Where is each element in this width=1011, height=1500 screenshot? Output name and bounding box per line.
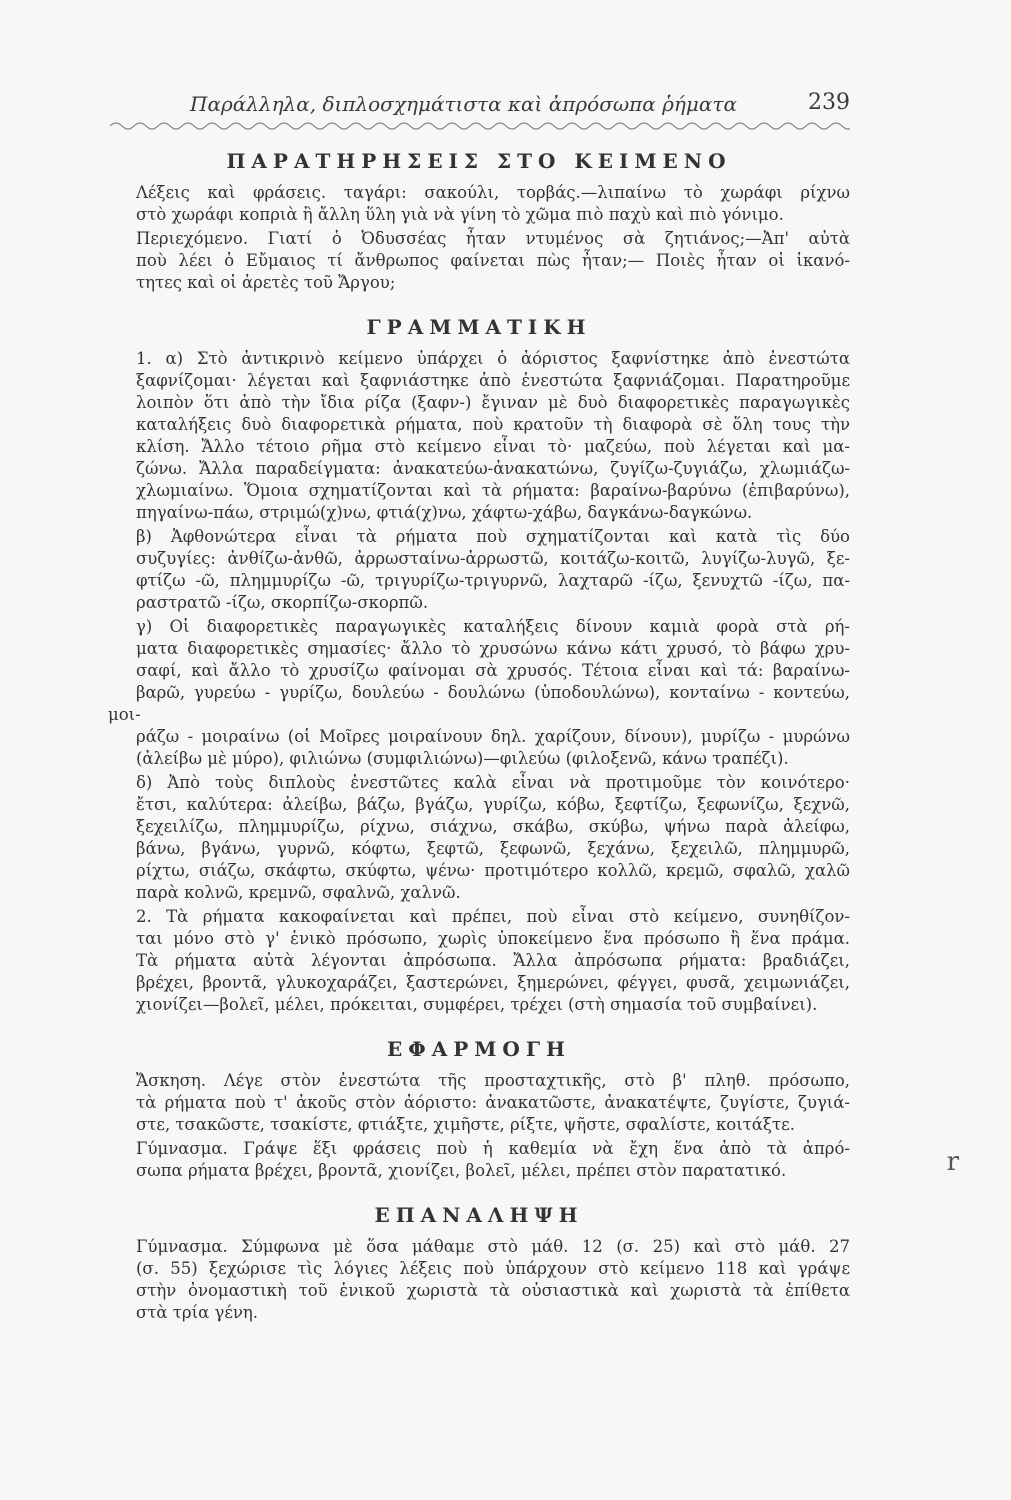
text-line: παρὰ κολνῶ, κρεμνῶ, σφαλνῶ, χαλνῶ.	[136, 883, 461, 902]
text-line: στὴν ὀνομαστικὴ τοῦ ἑνικοῦ χωριστὰ τὰ οὐσιαστικὰ καὶ χωριστὰ τὰ ἐπίθετα	[136, 1281, 850, 1300]
text-line: βαρῶ, γυρεύω - γυρίζω, δουλεύω - δουλώνω (ὑποδουλώνω), κονταίνω - κοντεύω, μοι-	[108, 683, 850, 724]
text-line: τητες καὶ οἱ ἀρετὲς τοῦ Ἄργου;	[136, 273, 396, 292]
text-line: ξαφνίζομαι· λέγεται καὶ ξαφνιάστηκε ἀπὸ ἐνεστώτα ξαφνιάζομαι. Παρατηροῦμε	[136, 371, 850, 390]
text-line: ρίχτω, σιάζω, σκάφτω, σκύφτω, ψένω· προτιμότερο κολλῶ, κρεμῶ, σφαλῶ, χαλῶ	[136, 861, 850, 880]
text-line: Περιεχόμενο. Γιατί ὁ Ὀδυσσέας ἦταν ντυμένος σὰ ζητιάνος;—Ἀπ' αὐτὰ	[136, 229, 850, 248]
section-observations	[108, 150, 850, 294]
text-line: στὰ τρία γένη.	[136, 1303, 259, 1322]
paragraph	[108, 1138, 850, 1182]
text-line: βάνω, βγάνω, γυρνῶ, κόφτω, ξεφτῶ, ξεφωνῶ, ξεχάνω, ξεχειλῶ, πλημμυρῶ,	[136, 839, 850, 858]
text-line: πηγαίνω-πάω, στριμώ(χ)νω, φτιά(χ)νω, χάφτω-χάβω, δαγκάνω-δαγκώνω.	[136, 503, 753, 522]
section-grammar	[108, 316, 850, 1016]
text-line: χιονίζει—βολεῖ, μέλει, πρόκειται, συμφέρει, τρέχει (στὴ σημασία τοῦ συμβαίνει).	[136, 995, 818, 1014]
text-line: β) Ἀφθονώτερα εἶναι τὰ ρήματα ποὺ σχηματίζονται καὶ κατὰ τὶς δύο	[136, 527, 850, 546]
text-line: σωπα ρήματα βρέχει, βροντᾶ, χιονίζει, βολεῖ, μέλει, πρέπει στὸν παρατατικό.	[136, 1161, 787, 1180]
text-line: ματα διαφορετικὲς σημασίες· ἄλλο τὸ χρυσώνω κάνω κάτι χρυσό, τὸ βάφω χρυ-	[136, 639, 850, 658]
text-line: βρέχει, βροντᾶ, γλυκοχαράζει, ξαστερώνει, ξημερώνει, φέγγει, φυσᾶ, χειμωνιάζει,	[136, 973, 850, 992]
paragraph	[108, 772, 850, 904]
text-line: φτίζω -ῶ, πλημμυρίζω -ῶ, τριγυρίζω-τριγυρνῶ, λαχταρῶ -ίζω, ξενυχτῶ -ίζω, πα-	[136, 571, 850, 590]
text-line: ράζω - μοιραίνω (οἱ Μοῖρες μοιραίνουν δηλ. χαρίζουν, δίνουν), μυρίζω - μυρώνω	[136, 727, 850, 746]
text-line: χλωμιαίνω. Ὅμοια σχηματίζονται καὶ τὰ ρήματα: βαραίνω-βαρύνω (ἐπιβαρύνω),	[136, 481, 850, 500]
text-line: 1. α) Στὸ ἀντικρινὸ κείμενο ὑπάρχει ὁ ἀόριστος ξαφνίστηκε ἀπὸ ἐνεστώτα	[136, 349, 850, 368]
text-line: τὰ ρήματα ποὺ τ' ἀκοῦς στὸν ἀόριστο: ἀνακατῶστε, ἀνακατέψτε, ζυγίστε, ζυγιά-	[136, 1093, 850, 1112]
paragraph	[108, 228, 850, 294]
text-line: ποὺ λέει ὁ Εὔμαιος τί ἄνθρωπος φαίνεται πὼς ἦταν;— Ποιὲς ἦταν οἱ ἱκανό-	[136, 251, 850, 270]
section-heading: ΕΠΑΝΑΛΗΨΗ	[374, 1203, 584, 1227]
paragraph	[108, 906, 850, 1016]
text-line: Γύμνασμα. Σύμφωνα μὲ ὅσα μάθαμε στὸ μάθ. 12 (σ. 25) καὶ στὸ μάθ. 27	[136, 1237, 850, 1256]
page-number: 239	[808, 90, 850, 115]
margin-mark: r	[946, 1147, 959, 1177]
section-heading: ΓΡΑΜΜΑΤΙΚΗ	[366, 315, 592, 339]
paragraph	[108, 526, 850, 614]
page-header	[110, 92, 850, 132]
text-line: Τὰ ρήματα αὐτὰ λέγονται ἀπρόσωπα. Ἄλλα ἀπρόσωπα ρήματα: βραδιάζει,	[136, 951, 850, 970]
section-heading: ΕΦΑΡΜΟΓΗ	[387, 1037, 571, 1061]
paragraph	[108, 1236, 850, 1324]
text-line: Γύμνασμα. Γράψε ἕξι φράσεις ποὺ ἡ καθεμία νὰ ἔχη ἕνα ἀπὸ τὰ ἀπρό-	[136, 1139, 850, 1158]
paragraph	[108, 1070, 850, 1136]
text-line: δ) Ἀπὸ τοὺς διπλοὺς ἐνεστῶτες καλὰ εἶναι νὰ προτιμοῦμε τὸν κοινότερο·	[136, 773, 850, 792]
text-line: ζώνω. Ἄλλα παραδείγματα: ἀνακατεύω-ἀνακατώνω, ζυγίζω-ζυγιάζω, χλωμιάζω-	[136, 459, 850, 478]
paragraph	[108, 182, 850, 226]
text-line: καταλήξεις δυὸ διαφορετικὰ ρήματα, ποὺ κρατοῦν τὴ διαφορὰ σὲ ὅλη τους τὴν	[136, 415, 850, 434]
text-line: συζυγίες: ἀνθίζω-ἀνθῶ, ἀρρωσταίνω-ἀρρωστῶ, κοιτάζω-κοιτῶ, λυγίζω-λυγῶ, ξε-	[136, 549, 850, 568]
text-line: γ) Οἱ διαφορετικὲς παραγωγικὲς καταλήξεις δίνουν καμιὰ φορὰ στὰ ρή-	[136, 617, 850, 636]
section-heading: ΠΑΡΑΤΗΡΗΣΕΙΣ ΣΤΟ ΚΕΙΜΕΝΟ	[226, 149, 732, 173]
section-application	[108, 1038, 850, 1182]
text-line: (σ. 55) ξεχώρισε τὶς λόγιες λέξεις ποὺ ὑπάρχουν στὸ κείμενο 118 καὶ γράψε	[136, 1259, 850, 1278]
running-title: Παράλληλα, διπλοσχημάτιστα καὶ ἀπρόσωπα ῥήματα	[190, 92, 737, 116]
text-line: λοιπὸν ὅτι ἀπὸ τὴν ἴδια ρίζα (ξαφν-) ἔγιναν μὲ δυὸ διαφορετικὲς παραγωγικὲς	[136, 393, 850, 412]
paragraph	[108, 616, 850, 770]
text-line: ἔτσι, καλύτερα: ἀλείβω, βάζω, βγάζω, γυρίζω, κόβω, ξεφτίζω, ξεφωνίζω, ξεχνῶ,	[136, 795, 850, 814]
text-line: ραστρατῶ -ίζω, σκορπίζω-σκορπῶ.	[136, 593, 429, 612]
text-line: στὸ χωράφι κοπριὰ ἢ ἄλλη ὕλη γιὰ νὰ γίνη τὸ χῶμα πιὸ παχὺ καὶ πιὸ γόνιμο.	[136, 205, 784, 224]
text-line: Ἄσκηση. Λέγε στὸν ἐνεστώτα τῆς προσταχτικῆς, στὸ β' πληθ. πρόσωπο,	[136, 1071, 850, 1090]
text-line: σαφί, καὶ ἄλλο τὸ χρυσίζω φαίνομαι σὰ χρυσός. Τέτοια εἶναι καὶ τά: βαραίνω-	[136, 661, 850, 680]
text-line: Λέξεις καὶ φράσεις. ταγάρι: σακούλι, τορβάς.—λιπαίνω τὸ χωράφι ρίχνω	[136, 183, 850, 202]
text-line: στε, τσακῶστε, τσακίστε, φτιάξτε, χιμῆστε, ρίξτε, ψῆστε, σφαλίστε, κοιτάξτε.	[136, 1115, 795, 1134]
text-line: κλίση. Ἄλλο τέτοιο ρῆμα στὸ κείμενο εἶναι τὸ· μαζεύω, ποὺ λέγεται καὶ μα-	[136, 437, 850, 456]
section-review	[108, 1204, 850, 1324]
text-line: 2. Τὰ ρήματα κακοφαίνεται καὶ πρέπει, ποὺ εἶναι στὸ κείμενο, συνηθίζον-	[136, 907, 850, 926]
paragraph	[108, 348, 850, 524]
decorative-wavy-rule	[110, 120, 850, 132]
text-line: ται μόνο στὸ γ' ἑνικὸ πρόσωπο, χωρὶς ὑποκείμενο ἕνα πρόσωπο ἢ ἕνα πράμα.	[136, 929, 850, 948]
text-line: ξεχειλίζω, πλημμυρίζω, ρίχνω, σιάχνω, σκάβω, σκύβω, ψήνω παρὰ ἀλείφω,	[136, 817, 850, 836]
page-content	[108, 150, 850, 1326]
text-line: (ἀλείβω μὲ μύρο), φιλιώνω (συμφιλιώνω)—φιλεύω (φιλοξενῶ, κάνω τραπέζι).	[136, 749, 789, 768]
